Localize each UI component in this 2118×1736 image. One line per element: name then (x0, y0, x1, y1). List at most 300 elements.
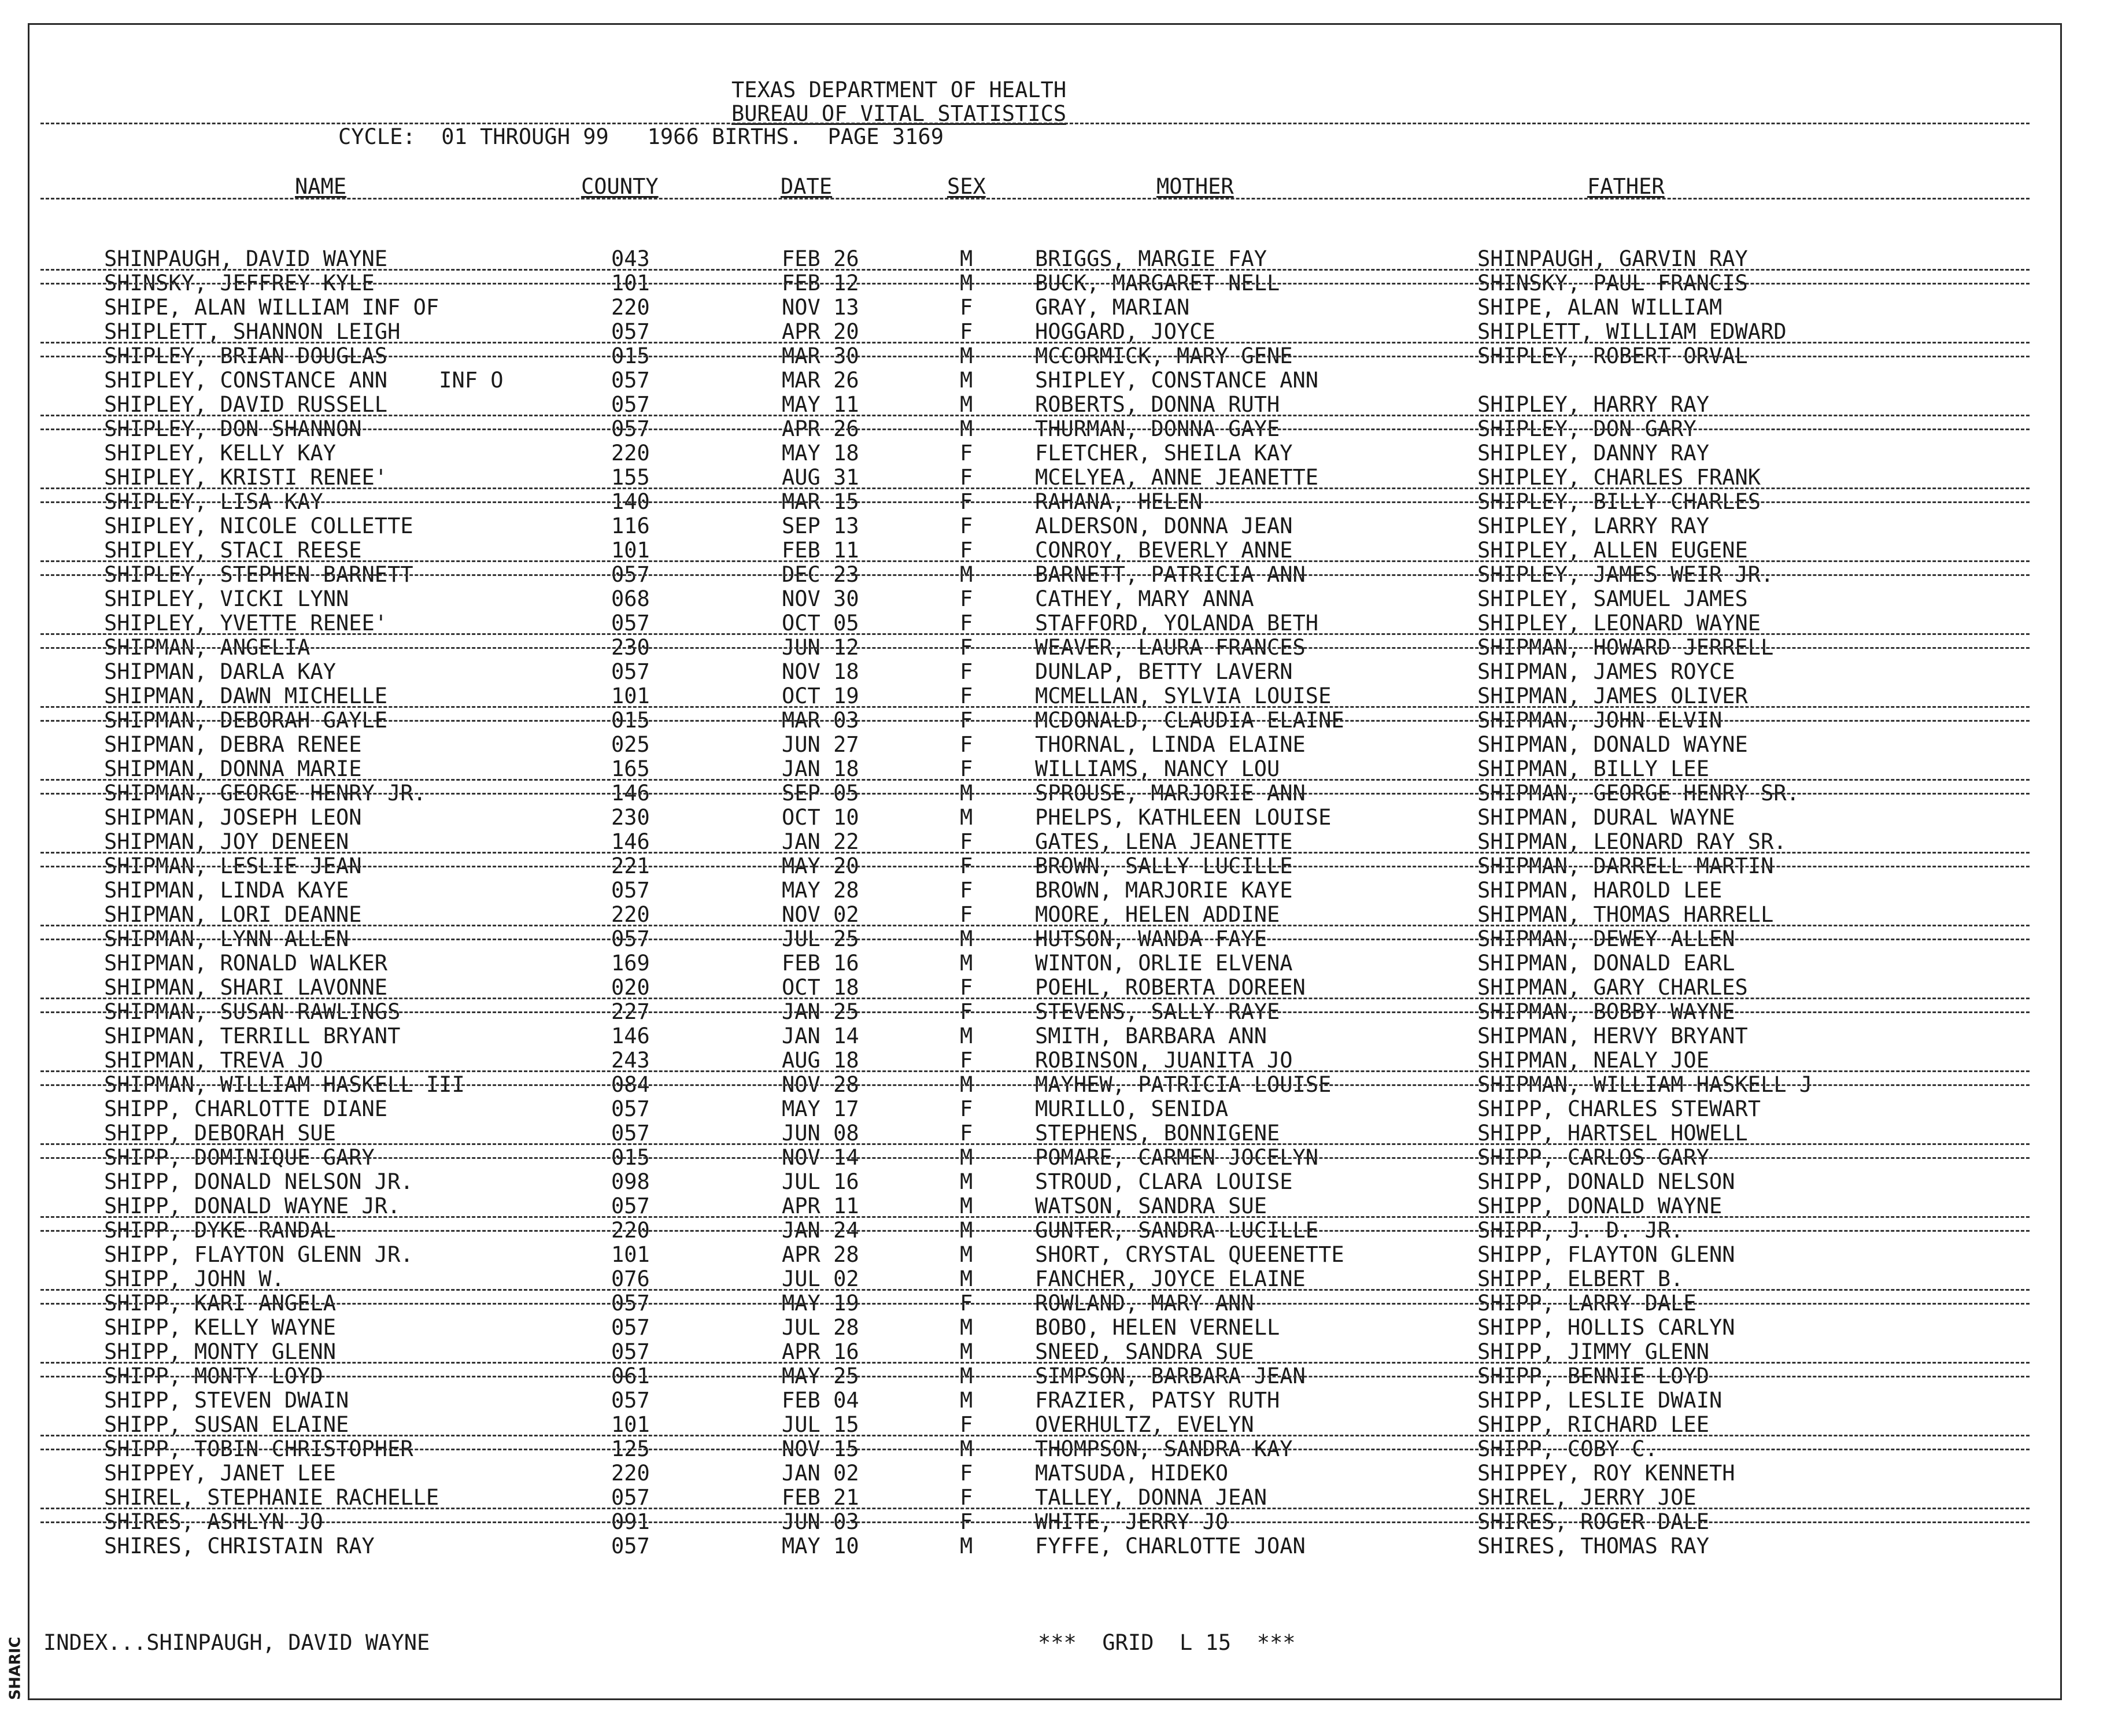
record-sex: F (960, 441, 973, 466)
record-father: SHIPP, BENNIE LOYD (1477, 1364, 1709, 1388)
record-name: SHIPMAN, LESLIE JEAN (104, 854, 362, 878)
record-county: 057 (611, 392, 650, 417)
record-mother: FLETCHER, SHEILA KAY (1035, 441, 1293, 466)
record-county: 076 (611, 1266, 650, 1291)
record-sex: F (960, 708, 973, 733)
record-father: SHIPMAN, WILLIAM HASKELL J (1477, 1072, 1813, 1097)
record-date: JUN 12 (782, 635, 859, 660)
table-row (0, 247, 2118, 271)
record-father: SHIPP, HOLLIS CARLYN (1477, 1315, 1735, 1340)
record-father: SHIPMAN, HOWARD JERRELL (1477, 635, 1774, 660)
record-date: JUL 25 (782, 926, 859, 951)
table-row (0, 514, 2118, 538)
record-date: OCT 19 (782, 684, 859, 708)
records-table (0, 247, 2118, 1558)
record-mother: TALLEY, DONNA JEAN (1035, 1485, 1267, 1510)
record-name: SHIPMAN, SHARI LAVONNE (104, 975, 388, 1000)
record-name: SHIPMAN, JOY DENEEN (104, 829, 349, 854)
table-row (0, 878, 2118, 903)
record-sex: M (960, 343, 973, 368)
record-sex: M (960, 1364, 973, 1388)
record-date: FEB 16 (782, 951, 859, 976)
record-name: SHIPMAN, SUSAN RAWLINGS (104, 999, 401, 1024)
table-row (0, 660, 2118, 684)
record-date: FEB 21 (782, 1485, 859, 1510)
table-row (0, 830, 2118, 854)
column-header-father: FATHER (1587, 174, 1665, 199)
record-sex: F (960, 829, 973, 854)
record-father: SHIRES, ROGER DALE (1477, 1509, 1709, 1534)
table-row (0, 1413, 2118, 1437)
record-mother: SIMPSON, BARBARA JEAN (1035, 1364, 1306, 1388)
record-date: JUN 27 (782, 732, 859, 757)
record-name: SHIPMAN, LINDA KAYE (104, 878, 349, 903)
table-row (0, 1243, 2118, 1267)
record-sex: F (960, 295, 973, 320)
record-date: DEC 23 (782, 562, 859, 587)
record-date: JAN 18 (782, 756, 859, 781)
record-mother: SNEED, SANDRA SUE (1035, 1339, 1254, 1364)
record-date: NOV 15 (782, 1436, 859, 1461)
record-date: JUN 08 (782, 1121, 859, 1146)
table-row (0, 393, 2118, 417)
table-row (0, 344, 2118, 368)
column-header-rule (40, 198, 2030, 200)
table-row (0, 1534, 2118, 1558)
record-name: SHIPLEY, LISA KAY (104, 489, 323, 514)
record-sex: F (960, 1461, 973, 1486)
record-father: SHIPMAN, JOHN ELVIN (1477, 708, 1723, 733)
record-name: SHIPP, DONALD WAYNE JR. (104, 1194, 401, 1218)
record-date: NOV 02 (782, 902, 859, 927)
record-date: JUL 16 (782, 1169, 859, 1194)
record-name: SHIPMAN, WILLIAM HASKELL III (104, 1072, 465, 1097)
record-mother: WHITE, JERRY JO (1035, 1509, 1229, 1534)
record-county: 057 (611, 659, 650, 684)
record-sex: M (960, 368, 973, 393)
record-mother: FANCHER, JOYCE ELAINE (1035, 1266, 1306, 1291)
record-name: SHIPMAN, DAWN MICHELLE (104, 684, 388, 708)
record-sex: M (960, 271, 973, 296)
record-father: SHINPAUGH, GARVIN RAY (1477, 246, 1748, 271)
table-row (0, 320, 2118, 344)
record-date: FEB 26 (782, 246, 859, 271)
record-date: NOV 28 (782, 1072, 859, 1097)
record-father: SHIPP, LARRY DALE (1477, 1291, 1696, 1316)
table-row (0, 1486, 2118, 1510)
record-name: SHIPMAN, LYNN ALLEN (104, 926, 349, 951)
record-mother: WEAVER, LAURA FRANCES (1035, 635, 1306, 660)
record-county: 155 (611, 465, 650, 490)
record-county: 101 (611, 684, 650, 708)
record-name: SHIPMAN, DEBRA RENEE (104, 732, 362, 757)
record-father: SHIPP, COBY C. (1477, 1436, 1658, 1461)
record-mother: SHORT, CRYSTAL QUEENETTE (1035, 1242, 1344, 1267)
record-name: SHIPMAN, TERRILL BRYANT (104, 1024, 401, 1048)
record-county: 057 (611, 878, 650, 903)
header-bureau: BUREAU OF VITAL STATISTICS (731, 101, 1067, 126)
record-county: 220 (611, 295, 650, 320)
record-sex: M (960, 1534, 973, 1558)
column-header-name: NAME (295, 174, 347, 199)
record-father: SHIPMAN, DEWEY ALLEN (1477, 926, 1735, 951)
record-name: SHIPLEY, BRIAN DOUGLAS (104, 343, 388, 368)
record-sex: M (960, 1145, 973, 1170)
record-sex: F (960, 538, 973, 563)
record-sex: F (960, 1291, 973, 1316)
table-row (0, 1048, 2118, 1073)
record-name: SHIRES, ASHLYN JO (104, 1509, 323, 1534)
record-name: SHIPP, SUSAN ELAINE (104, 1412, 349, 1437)
record-mother: SPROUSE, MARJORIE ANN (1035, 781, 1306, 806)
record-mother: THURMAN, DONNA GAYE (1035, 416, 1280, 441)
record-date: MAY 10 (782, 1534, 859, 1558)
record-name: SHIPLEY, KELLY KAY (104, 441, 336, 466)
table-row (0, 1364, 2118, 1388)
record-mother: CONROY, BEVERLY ANNE (1035, 538, 1293, 563)
record-name: SHIPMAN, RONALD WALKER (104, 951, 388, 976)
record-county: 101 (611, 1242, 650, 1267)
record-county: 015 (611, 343, 650, 368)
record-county: 057 (611, 1121, 650, 1146)
record-county: 025 (611, 732, 650, 757)
record-date: JUN 03 (782, 1509, 859, 1534)
record-father: SHIPP, CARLOS GARY (1477, 1145, 1709, 1170)
record-county: 098 (611, 1169, 650, 1194)
record-sex: M (960, 1388, 973, 1413)
record-father: SHIPLEY, HARRY RAY (1477, 392, 1709, 417)
table-row (0, 587, 2118, 611)
record-name: SHIPMAN, DARLA KAY (104, 659, 336, 684)
table-row (0, 1024, 2118, 1048)
record-sex: M (960, 1194, 973, 1218)
record-county: 057 (611, 319, 650, 344)
record-sex: F (960, 975, 973, 1000)
record-county: 101 (611, 538, 650, 563)
record-sex: F (960, 684, 973, 708)
record-county: 221 (611, 854, 650, 878)
table-row (0, 1218, 2118, 1243)
record-mother: THOMPSON, SANDRA KAY (1035, 1436, 1293, 1461)
record-father: SHIPLEY, LEONARD WAYNE (1477, 611, 1761, 636)
record-county: 015 (611, 708, 650, 733)
record-date: MAR 15 (782, 489, 859, 514)
record-date: NOV 14 (782, 1145, 859, 1170)
record-mother: WINTON, ORLIE ELVENA (1035, 951, 1293, 976)
record-name: SHIPP, KARI ANGELA (104, 1291, 336, 1316)
record-father: SHINSKY, PAUL FRANCIS (1477, 271, 1748, 296)
record-sex: F (960, 611, 973, 636)
record-name: SHIPP, CHARLOTTE DIANE (104, 1096, 388, 1121)
table-row (0, 296, 2118, 320)
record-mother: PHELPS, KATHLEEN LOUISE (1035, 805, 1332, 830)
record-mother: MCCORMICK, MARY GENE (1035, 343, 1293, 368)
record-date: NOV 30 (782, 586, 859, 611)
record-father: SHIPMAN, BILLY LEE (1477, 756, 1709, 781)
record-date: JAN 14 (782, 1024, 859, 1048)
record-father: SHIPLEY, JAMES WEIR JR. (1477, 562, 1774, 587)
record-county: 220 (611, 1218, 650, 1243)
record-sex: M (960, 1024, 973, 1048)
record-county: 227 (611, 999, 650, 1024)
column-header-county: COUNTY (581, 174, 659, 199)
record-name: SHIPP, STEVEN DWAIN (104, 1388, 349, 1413)
record-county: 146 (611, 781, 650, 806)
record-name: SHIPLEY, STACI REESE (104, 538, 362, 563)
record-county: 057 (611, 1388, 650, 1413)
record-date: APR 26 (782, 416, 859, 441)
record-father: SHIPP, JIMMY GLENN (1477, 1339, 1709, 1364)
record-sex: F (960, 465, 973, 490)
table-row (0, 757, 2118, 781)
record-name: SHIPE, ALAN WILLIAM INF OF (104, 295, 439, 320)
record-sex: F (960, 659, 973, 684)
record-father: SHIPLEY, DANNY RAY (1477, 441, 1709, 466)
record-date: NOV 18 (782, 659, 859, 684)
record-date: FEB 12 (782, 271, 859, 296)
table-row (0, 368, 2118, 393)
table-row (0, 1097, 2118, 1121)
record-mother: GATES, LENA JEANETTE (1035, 829, 1293, 854)
record-sex: F (960, 1412, 973, 1437)
record-father: SHIPMAN, HERVY BRYANT (1477, 1024, 1748, 1048)
record-mother: BUCK, MARGARET NELL (1035, 271, 1280, 296)
side-label (3, 1637, 24, 1700)
record-mother: BARNETT, PATRICIA ANN (1035, 562, 1306, 587)
record-sex: F (960, 635, 973, 660)
record-county: 057 (611, 926, 650, 951)
side-label-text: SHARIC (6, 1637, 24, 1700)
column-header-date: DATE (781, 174, 833, 199)
record-father: SHIRES, THOMAS RAY (1477, 1534, 1709, 1558)
record-county: 068 (611, 586, 650, 611)
table-row (0, 1121, 2118, 1146)
record-sex: F (960, 514, 973, 538)
record-father: SHIPLEY, SAMUEL JAMES (1477, 586, 1748, 611)
record-mother: BRIGGS, MARGIE FAY (1035, 246, 1267, 271)
record-mother: BOBO, HELEN VERNELL (1035, 1315, 1280, 1340)
record-name: SHIPMAN, GEORGE HENRY JR. (104, 781, 426, 806)
table-row (0, 611, 2118, 636)
table-row (0, 951, 2118, 976)
record-father: SHIPMAN, GARY CHARLES (1477, 975, 1748, 1000)
record-mother: WILLIAMS, NANCY LOU (1035, 756, 1280, 781)
record-date: APR 20 (782, 319, 859, 344)
record-sex: F (960, 1048, 973, 1073)
table-row (0, 490, 2118, 514)
record-date: MAY 17 (782, 1096, 859, 1121)
record-father: SHIPE, ALAN WILLIAM (1477, 295, 1723, 320)
table-row (0, 733, 2118, 757)
record-date: APR 16 (782, 1339, 859, 1364)
record-name: SHIPMAN, JOSEPH LEON (104, 805, 362, 830)
record-date: OCT 05 (782, 611, 859, 636)
record-father: SHIPMAN, HAROLD LEE (1477, 878, 1723, 903)
record-father: SHIPMAN, DURAL WAYNE (1477, 805, 1735, 830)
record-name: SHIPLEY, DAVID RUSSELL (104, 392, 388, 417)
record-county: 057 (611, 1291, 650, 1316)
record-date: FEB 11 (782, 538, 859, 563)
table-row (0, 1316, 2118, 1340)
record-date: AUG 18 (782, 1048, 859, 1073)
record-county: 230 (611, 805, 650, 830)
record-county: 243 (611, 1048, 650, 1073)
record-sex: F (960, 1485, 973, 1510)
record-date: JAN 22 (782, 829, 859, 854)
record-mother: MAYHEW, PATRICIA LOUISE (1035, 1072, 1332, 1097)
table-row (0, 417, 2118, 441)
table-row (0, 1267, 2118, 1291)
table-row (0, 563, 2118, 587)
column-header-mother: MOTHER (1156, 174, 1234, 199)
record-date: MAR 26 (782, 368, 859, 393)
table-row (0, 1510, 2118, 1534)
record-date: JUL 28 (782, 1315, 859, 1340)
record-father: SHIPLEY, ROBERT ORVAL (1477, 343, 1748, 368)
record-sex: F (960, 319, 973, 344)
record-sex: M (960, 805, 973, 830)
record-sex: M (960, 1436, 973, 1461)
record-mother: STAFFORD, YOLANDA BETH (1035, 611, 1319, 636)
record-county: 020 (611, 975, 650, 1000)
record-county: 057 (611, 611, 650, 636)
table-row (0, 976, 2118, 1000)
table-row (0, 708, 2118, 733)
header-agency: TEXAS DEPARTMENT OF HEALTH (731, 77, 1067, 102)
record-father: SHIPMAN, DONALD WAYNE (1477, 732, 1748, 757)
record-date: MAR 30 (782, 343, 859, 368)
record-name: SHIPP, DOMINIQUE GARY (104, 1145, 375, 1170)
footer-index: INDEX...SHINPAUGH, DAVID WAYNE (43, 1630, 430, 1655)
record-date: MAY 11 (782, 392, 859, 417)
record-county: 165 (611, 756, 650, 781)
table-row (0, 927, 2118, 951)
table-row (0, 636, 2118, 660)
record-sex: M (960, 416, 973, 441)
record-name: SHIREL, STEPHANIE RACHELLE (104, 1485, 439, 1510)
record-name: SHIPLEY, STEPHEN BARNETT (104, 562, 413, 587)
record-date: APR 28 (782, 1242, 859, 1267)
record-name: SHIPP, FLAYTON GLENN JR. (104, 1242, 413, 1267)
record-county: 057 (611, 1534, 650, 1558)
record-mother: SHIPLEY, CONSTANCE ANN (1035, 368, 1319, 393)
table-row (0, 538, 2118, 563)
record-county: 169 (611, 951, 650, 976)
record-date: SEP 13 (782, 514, 859, 538)
table-row (0, 271, 2118, 296)
record-date: JAN 02 (782, 1461, 859, 1486)
record-father: SHIPP, J. D. JR. (1477, 1218, 1684, 1243)
record-name: SHIPMAN, DEBORAH GAYLE (104, 708, 388, 733)
record-father: SHIPMAN, DARRELL MARTIN (1477, 854, 1774, 878)
record-sex: F (960, 1121, 973, 1146)
record-mother: HUTSON, WANDA FAYE (1035, 926, 1267, 951)
record-county: 057 (611, 1096, 650, 1121)
record-date: JUL 02 (782, 1266, 859, 1291)
record-county: 015 (611, 1145, 650, 1170)
record-sex: M (960, 951, 973, 976)
record-father: SHIPMAN, NEALY JOE (1477, 1048, 1709, 1073)
record-mother: MOORE, HELEN ADDINE (1035, 902, 1280, 927)
record-father: SHIPP, DONALD NELSON (1477, 1169, 1735, 1194)
record-father: SHIPLEY, CHARLES FRANK (1477, 465, 1761, 490)
column-header-sex: SEX (947, 174, 986, 199)
record-name: SHIPP, TOBIN CHRISTOPHER (104, 1436, 413, 1461)
record-date: MAR 03 (782, 708, 859, 733)
table-row (0, 1388, 2118, 1413)
record-mother: MATSUDA, HIDEKO (1035, 1461, 1229, 1486)
record-mother: BROWN, SALLY LUCILLE (1035, 854, 1293, 878)
record-father: SHIPP, HARTSEL HOWELL (1477, 1121, 1748, 1146)
record-sex: M (960, 1339, 973, 1364)
record-name: SHIPP, DONALD NELSON JR. (104, 1169, 413, 1194)
record-county: 057 (611, 1339, 650, 1364)
record-mother: BROWN, MARJORIE KAYE (1035, 878, 1293, 903)
record-father: SHIPMAN, JAMES OLIVER (1477, 684, 1748, 708)
record-father: SHIPP, ELBERT B. (1477, 1266, 1684, 1291)
record-sex: M (960, 1315, 973, 1340)
record-county: 091 (611, 1509, 650, 1534)
record-mother: POMARE, CARMEN JOCELYN (1035, 1145, 1319, 1170)
record-name: SHIPMAN, LORI DEANNE (104, 902, 362, 927)
record-father: SHIPMAN, GEORGE HENRY SR. (1477, 781, 1799, 806)
table-row (0, 1340, 2118, 1364)
record-father: SHIPMAN, JAMES ROYCE (1477, 659, 1735, 684)
table-row (0, 1073, 2118, 1097)
record-mother: FYFFE, CHARLOTTE JOAN (1035, 1534, 1306, 1558)
record-name: SHIPLEY, NICOLE COLLETTE (104, 514, 413, 538)
record-date: SEP 05 (782, 781, 859, 806)
record-sex: M (960, 562, 973, 587)
record-county: 057 (611, 368, 650, 393)
record-father: SHIPMAN, LEONARD RAY SR. (1477, 829, 1787, 854)
record-father: SHIPP, DONALD WAYNE (1477, 1194, 1723, 1218)
record-mother: STEPHENS, BONNIGENE (1035, 1121, 1280, 1146)
record-father: SHIPP, CHARLES STEWART (1477, 1096, 1761, 1121)
record-sex: M (960, 781, 973, 806)
record-father: SHIPMAN, THOMAS HARRELL (1477, 902, 1774, 927)
record-name: SHIPP, DEBORAH SUE (104, 1121, 336, 1146)
record-sex: F (960, 878, 973, 903)
record-father: SHIPLEY, BILLY CHARLES (1477, 489, 1761, 514)
record-name: SHIPLETT, SHANNON LEIGH (104, 319, 401, 344)
footer-grid: *** GRID L 15 *** (1038, 1630, 1296, 1655)
record-county: 057 (611, 1485, 650, 1510)
record-date: JUL 15 (782, 1412, 859, 1437)
record-mother: MURILLO, SENIDA (1035, 1096, 1229, 1121)
record-mother: STROUD, CLARA LOUISE (1035, 1169, 1293, 1194)
record-mother: THORNAL, LINDA ELAINE (1035, 732, 1306, 757)
table-row (0, 1291, 2118, 1316)
table-row (0, 1461, 2118, 1486)
record-name: SHIPP, JOHN W. (104, 1266, 284, 1291)
record-mother: ROWLAND, MARY ANN (1035, 1291, 1254, 1316)
table-row (0, 1000, 2118, 1024)
record-father: SHIREL, JERRY JOE (1477, 1485, 1696, 1510)
table-row (0, 684, 2118, 708)
record-sex: M (960, 1242, 973, 1267)
record-mother: CATHEY, MARY ANNA (1035, 586, 1254, 611)
record-name: SHIPMAN, ANGELIA (104, 635, 311, 660)
record-sex: F (960, 586, 973, 611)
record-name: SHIPP, MONTY LOYD (104, 1364, 323, 1388)
table-row (0, 441, 2118, 466)
table-row (0, 1194, 2118, 1218)
record-name: SHIPLEY, KRISTI RENEE' (104, 465, 388, 490)
table-row (0, 806, 2118, 830)
record-father: SHIPMAN, DONALD EARL (1477, 951, 1735, 976)
record-name: SHIRES, CHRISTAIN RAY (104, 1534, 375, 1558)
